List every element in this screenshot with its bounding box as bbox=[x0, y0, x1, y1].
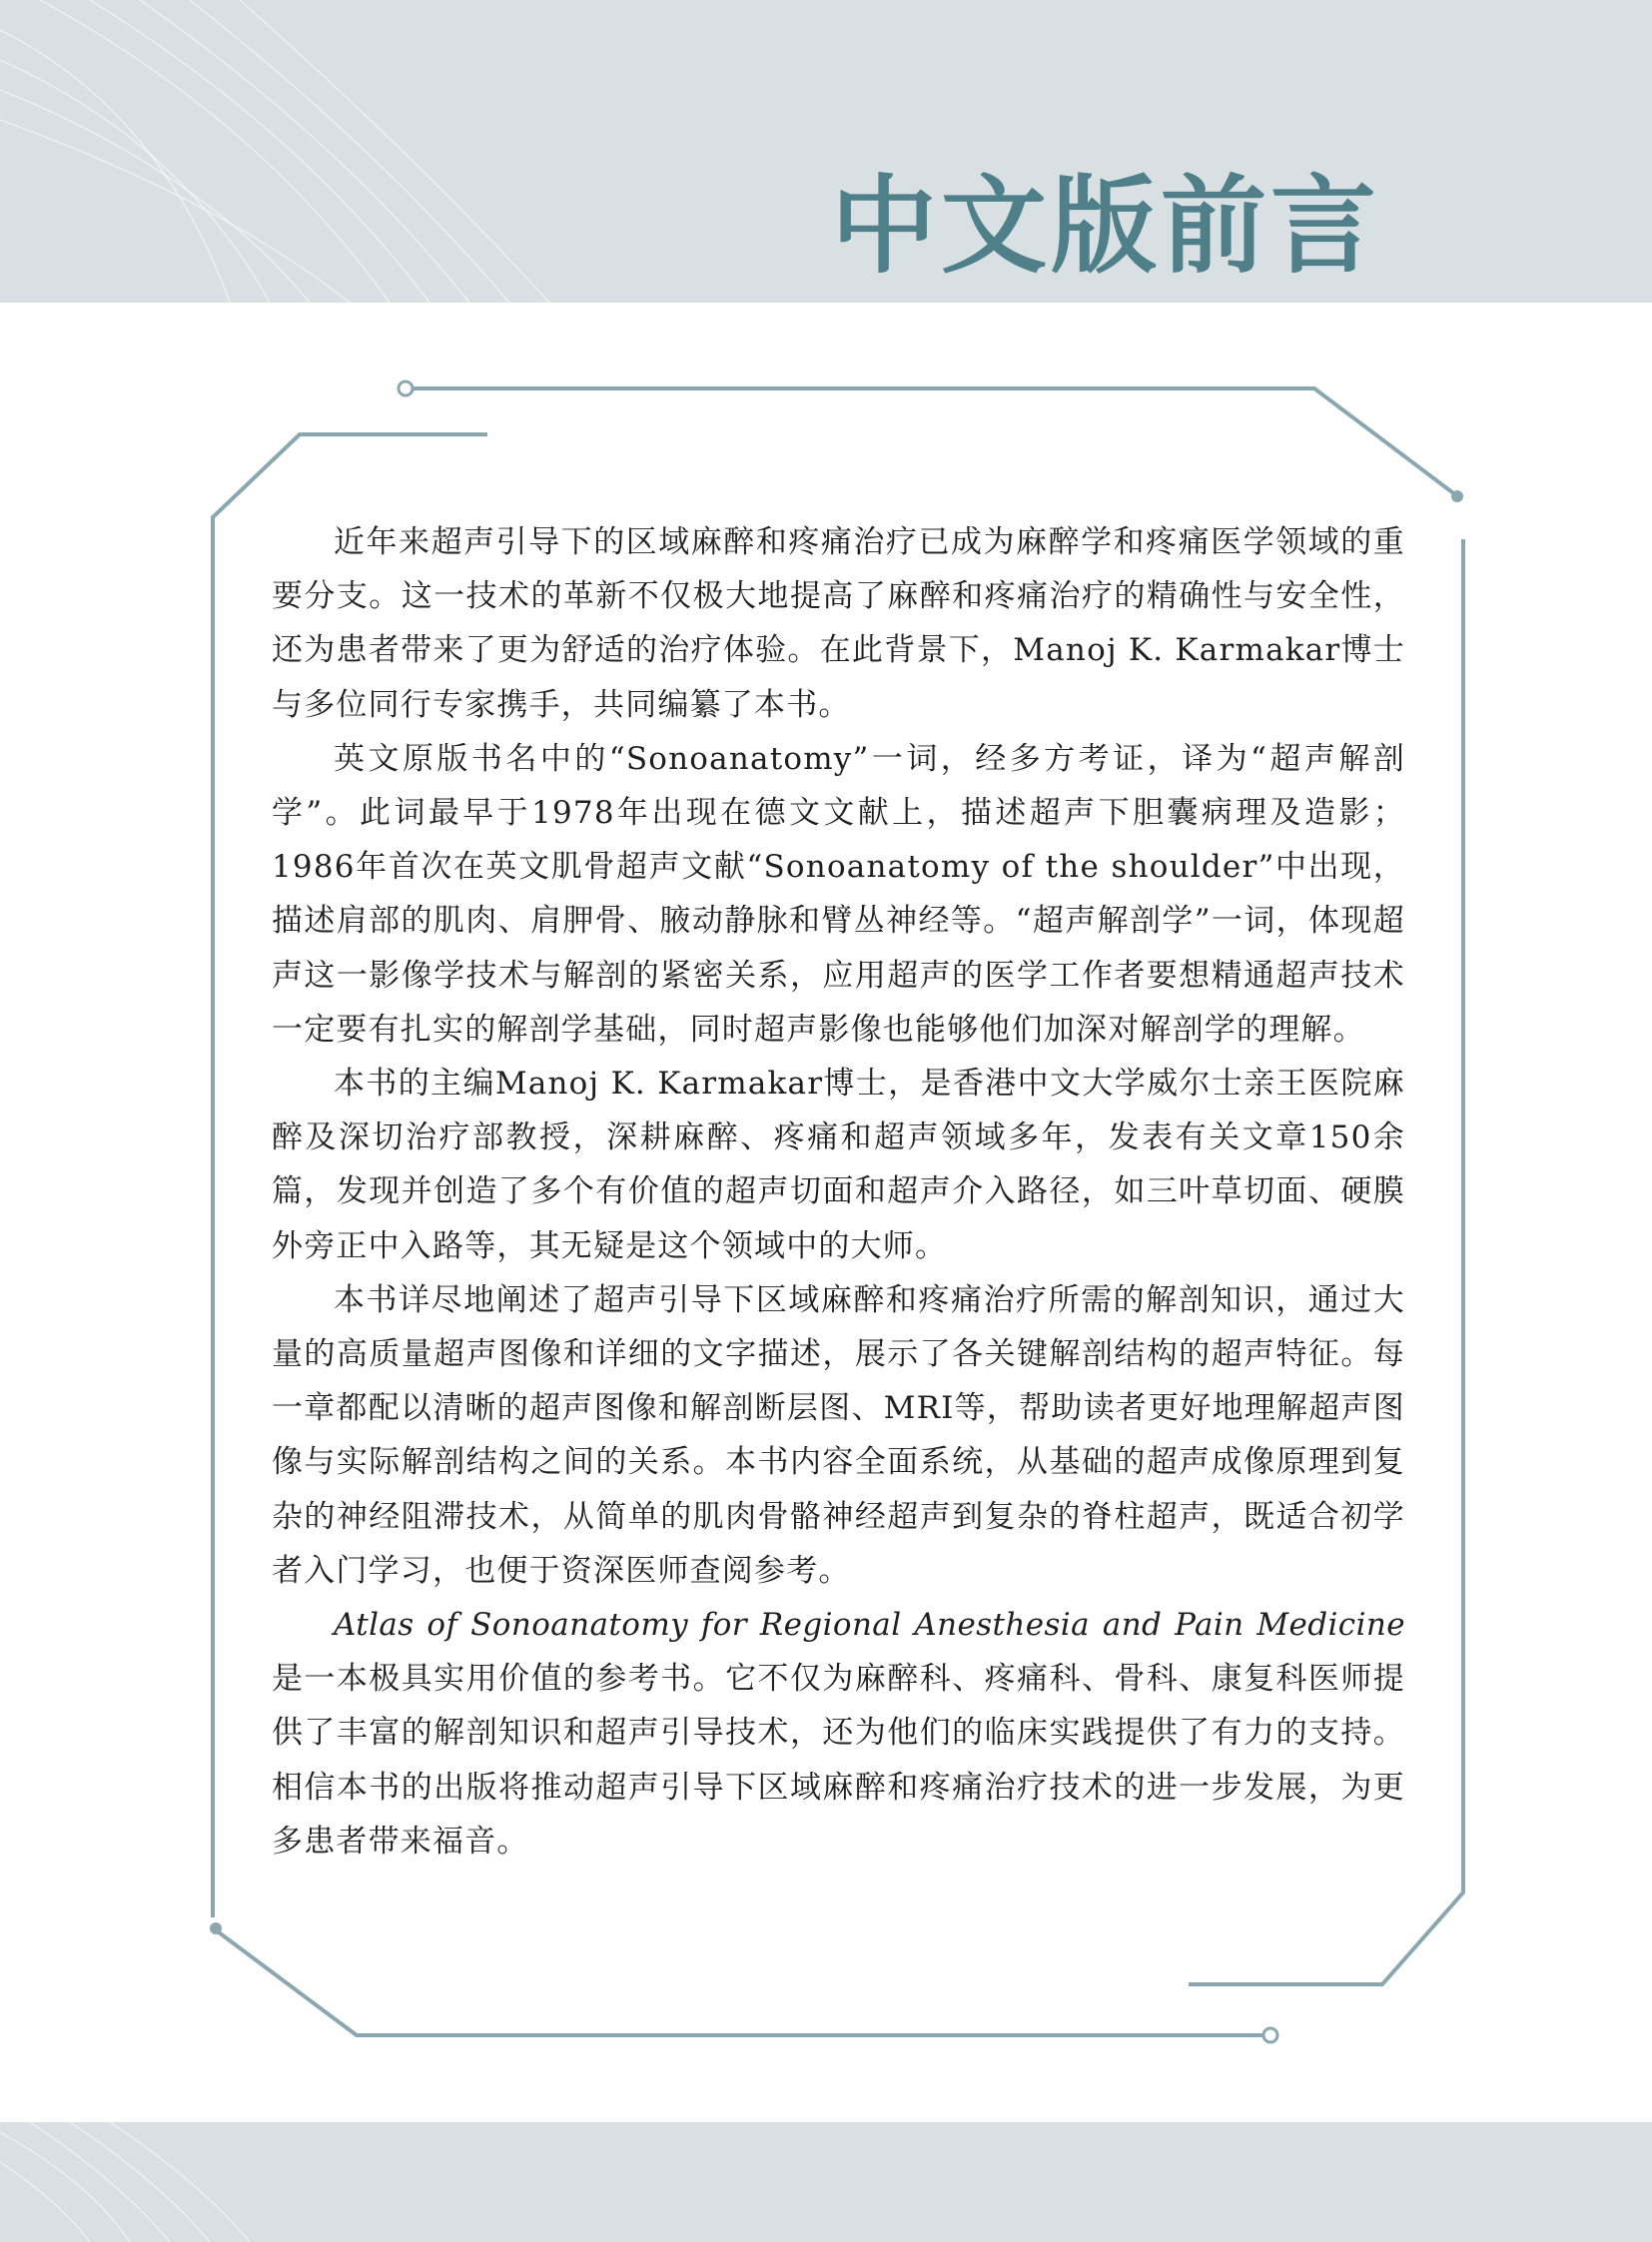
book-title: Atlas of Sonoanatomy for Regional Anesthesia and Pain Medicine bbox=[334, 1607, 1405, 1644]
paragraph-5 bbox=[272, 1598, 1405, 1868]
paragraph-2: 英文原版书名中的“Sonoanatomy”一词，经多方考证，译为“超声解剖学”。此词最早于1978年出现在德文文献上，描述超声下胆囊病理及造影；1986年首次在英文肌骨超声文献“Sonoanatomy of the shoulder”中出现，描述肩部的肌肉、肩胛骨、腋动静脉和臂丛神经等。“超声解剖学”一词，体现超声这一影像学技术与解剖的紧密关系，应用超声的医学工作者要想精通超声技术一定要有扎实的解剖学基础，同时超声影像也能够他们加深对解剖学的理解。 bbox=[272, 740, 1405, 1048]
preface-body bbox=[272, 515, 1405, 1868]
frame-dot bbox=[210, 1922, 222, 1934]
page-title: 中文版前言 bbox=[831, 165, 1380, 288]
footer-band bbox=[0, 2122, 1652, 2242]
decorative-curves bbox=[0, 2122, 1652, 2242]
frame-dot bbox=[1263, 2028, 1277, 2042]
frame-dot bbox=[1451, 490, 1463, 502]
paragraph-1: 近年来超声引导下的区域麻醉和疼痛治疗已成为麻醉学和疼痛医学领域的重要分支。这一技术的革新不仅极大地提高了麻醉和疼痛治疗的精确性与安全性，还为患者带来了更为舒适的治疗体验。在此背景下，Manoj K. Karmakar博士与多位同行专家携手，共同编纂了本书。 bbox=[272, 524, 1405, 723]
paragraph-4: 本书详尽地阐述了超声引导下区域麻醉和疼痛治疗所需的解剖知识，通过大量的高质量超声图像和详细的文字描述，展示了各关键解剖结构的超声特征。每一章都配以清晰的超声图像和解剖断层图、MRI等，帮助读者更好地理解超声图像与实际解剖结构之间的关系。本书内容全面系统，从基础的超声成像原理到复杂的神经阻滞技术，从简单的肌肉骨骼神经超声到复杂的脊柱超声，既适合初学者入门学习，也便于资深医师查阅参考。 bbox=[272, 1281, 1405, 1589]
paragraph-5-text: 是一本极具实用价值的参考书。它不仅为麻醉科、疼痛科、骨科、康复科医师提供了丰富的解剖知识和超声引导技术，还为他们的临床实践提供了有力的支持。相信本书的出版将推动超声引导下区域麻醉和疼痛治疗技术的进一步发展，为更多患者带来福音。 bbox=[272, 1661, 1405, 1860]
paragraph-3: 本书的主编Manoj K. Karmakar博士，是香港中文大学威尔士亲王医院麻醉及深切治疗部教授，深耕麻醉、疼痛和超声领域多年，发表有关文章150余篇，发现并创造了多个有价值的超声切面和超声介入路径，如三叶草切面、硬膜外旁正中入路等，其无疑是这个领域中的大师。 bbox=[272, 1066, 1405, 1264]
frame-dot bbox=[399, 381, 413, 395]
